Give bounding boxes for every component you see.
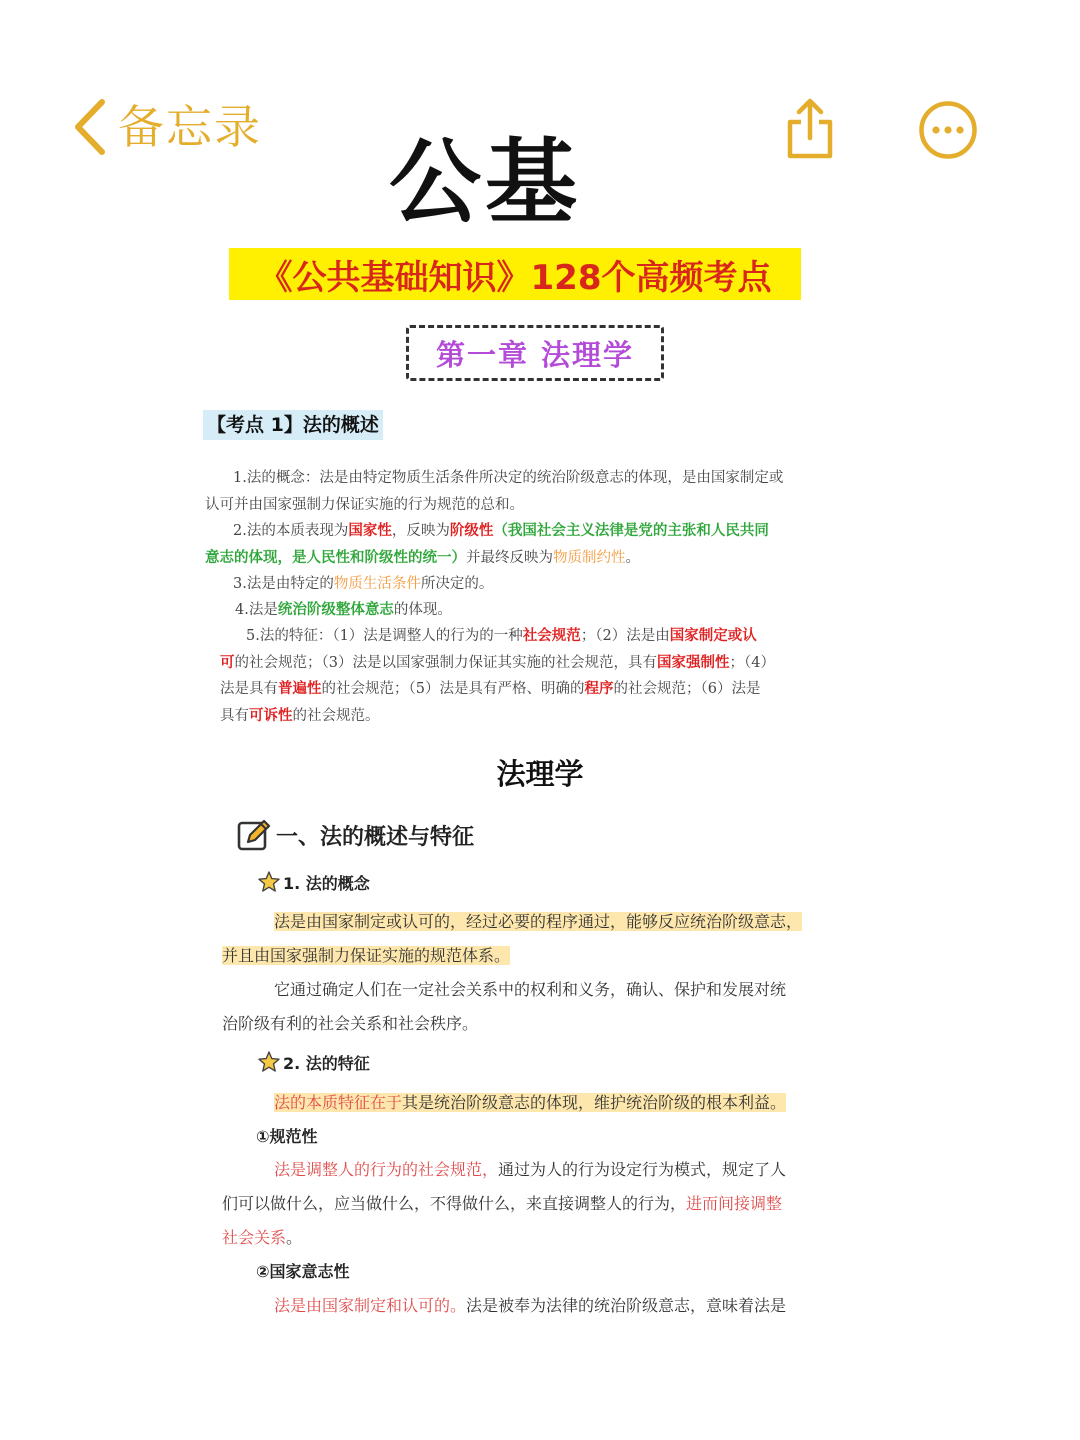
keyword: 可 [220, 653, 235, 671]
point1-item1-line1: 1.法的概念：法是由特定物质生活条件所决定的统治阶级意志的体现，是由国家制定或 [233, 470, 784, 486]
text: 具有 [220, 707, 249, 724]
text: 。 [286, 1228, 303, 1247]
keyword: 社会规范 [522, 627, 581, 644]
back-label: 备忘录 [118, 100, 262, 154]
paragraph-line: 治阶级有利的社会关系和社会秩序。 [222, 1014, 479, 1033]
concept-highlight [222, 905, 822, 973]
text: 5.法的特征：（1）法是调整人的行为的一种 [246, 628, 523, 644]
star-heading-1 [257, 870, 370, 894]
chapter-box [406, 325, 664, 381]
star-icon [257, 1050, 281, 1074]
text: 的社会规范；（5）法是具有严格、明确的 [321, 681, 585, 697]
star-heading-2 [257, 1050, 370, 1074]
text: 法是被奉为法律的统治阶级意志，意味着法是 [466, 1296, 787, 1315]
point1-item1-line2: 认可并由国家强制力保证实施的行为规范的总和。 [205, 496, 524, 513]
keyword: 国家强制性 [656, 653, 730, 671]
keyword: 法是由国家制定和认可的。 [274, 1296, 467, 1315]
text: 。 [625, 549, 640, 566]
text: 2.法的本质表现为 [233, 523, 349, 539]
point1-item1 [205, 465, 830, 518]
keyword: 物质制约性 [553, 549, 626, 566]
star-icon [257, 870, 281, 894]
keyword: （我国社会主义法律是党的主张和人民共同 [493, 522, 769, 539]
keyword: 意志的体现，是人民性和阶级性的统一） [205, 548, 466, 566]
keyword: 物质生活条件 [333, 576, 421, 592]
text: ；（4） [729, 654, 775, 671]
highlight-keyword: 法的本质特征在于 [274, 1093, 403, 1112]
star-heading-label: 1. 法的概念 [283, 873, 370, 893]
page-title: 公基 [388, 129, 581, 236]
text: 3.法是由特定的 [233, 576, 334, 592]
highlight-text: 其是统治阶级意志的体现，维护统治阶级的根本利益。 [402, 1093, 787, 1112]
feature-line [222, 1086, 822, 1120]
keyword: 社会关系 [222, 1228, 287, 1247]
point-tag: 【考点 1】法的概述 [203, 410, 383, 440]
text: 4.法是 [235, 602, 278, 618]
text: 的社会规范；（3）法是以国家强制力保证其实施的社会规范，具有 [234, 654, 657, 671]
text: 通过为人的行为设定行为模式，规定了人 [498, 1160, 787, 1179]
feature-1-body [222, 1153, 822, 1255]
keyword: 普遍性 [278, 680, 322, 697]
keyword: 统治阶级整体意志 [277, 601, 394, 618]
feature-2-body [222, 1289, 822, 1323]
point1-item5 [220, 623, 830, 729]
text: 法是具有 [220, 681, 278, 697]
keyword: 法是调整人的行为的社会规范， [274, 1160, 499, 1179]
point1-item4 [205, 597, 860, 624]
edit-note-icon [236, 817, 272, 853]
text: 的社会规范；（6）法是 [613, 681, 761, 697]
text: ；（2）法是由 [580, 628, 670, 644]
feature-1-label: ①规范性 [256, 1127, 318, 1146]
feature-2-label: ②国家意志性 [256, 1262, 350, 1281]
star-heading-label: 2. 法的特征 [283, 1053, 370, 1073]
keyword: 国家性 [348, 522, 392, 539]
highlight-text: 并且由国家强制力保证实施的规范体系。 [222, 946, 511, 965]
subtitle-text: 《公共基础知识》128个高频考点 [258, 257, 772, 298]
text: 并最终反映为 [466, 549, 553, 566]
sub-heading-text: 一、法的概述与特征 [276, 824, 475, 850]
text: 们可以做什么，应当做什么，不得做什么，来直接调整人的行为， [222, 1194, 687, 1213]
text: 所决定的。 [420, 576, 494, 592]
text: 的体现。 [393, 602, 452, 618]
paragraph-line: 它通过确定人们在一定社会关系中的权利和义务，确认、保护和发展对统 [274, 980, 787, 999]
highlight-text: 法是由国家制定或认可的，经过必要的程序通过，能够反应统治阶级意志， [274, 912, 803, 931]
section-heading: 法理学 [496, 757, 584, 791]
keyword: 阶级性 [449, 522, 494, 539]
keyword: 进而间接调整 [686, 1194, 783, 1213]
keyword: 程序 [584, 680, 614, 697]
text: 的社会规范。 [292, 707, 380, 724]
point1-item2 [205, 518, 830, 571]
sub-heading [236, 817, 474, 853]
point1-item3 [205, 571, 858, 598]
subtitle-banner [229, 248, 801, 300]
keyword: 国家制定或认 [669, 627, 757, 644]
chapter-title: 第一章 法理学 [435, 337, 635, 372]
text: ，反映为 [391, 523, 450, 539]
concept-plain [222, 973, 822, 1041]
keyword: 可诉性 [249, 706, 293, 724]
